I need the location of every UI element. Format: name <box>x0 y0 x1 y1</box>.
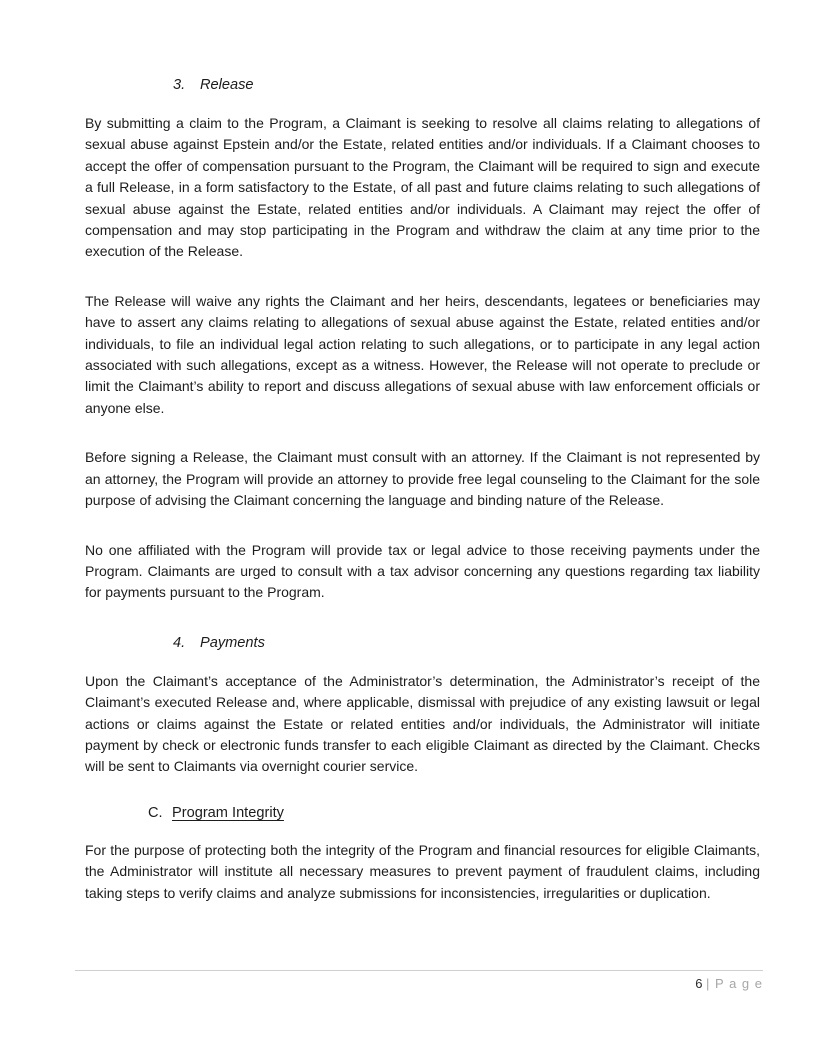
section-number: 3. <box>173 77 186 93</box>
section-title: Release <box>200 77 254 93</box>
paragraph-release-3: Before signing a Release, the Claimant must consult with an attorney. If the Claimant is not represented by an attorney, the Program will provide an attorney to provide free legal counseling to the Claimant for the sole purpose of advising the Claimant concerning the language and binding nature of the Release. <box>85 449 760 509</box>
paragraph-payments-1: Upon the Claimant’s acceptance of the Administrator’s determination, the Administrator’s receipt of the Claimant’s executed Release and, where applicable, dismissal with prejudice of any existing lawsuit or legal actions or claims against the Estate or related entities and/or individuals, the Administrator will initiate payment by check or electronic funds transfer to each eligible Claimant as directed by the Claimant. Checks will be sent to Claimants via overnight courier service. <box>85 672 760 775</box>
page-footer <box>75 970 763 991</box>
section-letter: C. <box>148 804 163 821</box>
paragraph-release-1: By submitting a claim to the Program, a Claimant is seeking to resolve all claims relating to allegations of sexual abuse against Epstein and/or the Estate, related entities and/or individuals. If a Claimant chooses to accept the offer of compensation pursuant to the Program, the Claimant will be required to sign and execute a full Release, in a form satisfactory to the Estate, of all past and future claims relating to such allegations of sexual abuse against the Estate, related entities and/or individuals. A Claimant may reject the offer of compensation and may stop participating in the Program and withdraw the claim at any time prior to the execution of the Release. <box>85 115 760 260</box>
paragraph-release-2: The Release will waive any rights the Claimant and her heirs, descendants, legatees or beneficiaries may have to assert any claims relating to allegations of sexual abuse against the Estate, related entities and/or individuals, to file an individual legal action relating to such allegations, or to participate in any legal action associated with such allegations, except as a witness. However, the Release will not operate to preclude or limit the Claimant’s ability to report and discuss allegations of sexual abuse with law enforcement officials or anyone else. <box>85 292 760 416</box>
section-title: Program Integrity <box>172 804 284 821</box>
footer-page-label: | P a g e <box>706 976 763 991</box>
paragraph-program-integrity-1: For the purpose of protecting both the integrity of the Program and financial resources for eligible Claimants, the Administrator will institute all necessary measures to prevent payment of fraudulent claims, including taking steps to verify claims and analyze submissions for inconsistencies, irregularities or duplication. <box>85 841 760 901</box>
section-heading-payments <box>85 636 760 651</box>
paragraph-release-4: No one affiliated with the Program will provide tax or legal advice to those receiving payments under the Program. Claimants are urged to consult with a tax advisor concerning any questions regarding tax liability for payments pursuant to the Program. <box>85 541 760 601</box>
section-heading-program-integrity <box>85 806 760 821</box>
footer-page-number: 6 <box>695 976 703 991</box>
section-number: 4. <box>173 634 186 651</box>
document-content <box>85 78 760 932</box>
section-heading-release <box>85 78 760 93</box>
section-title: Payments <box>200 634 265 651</box>
